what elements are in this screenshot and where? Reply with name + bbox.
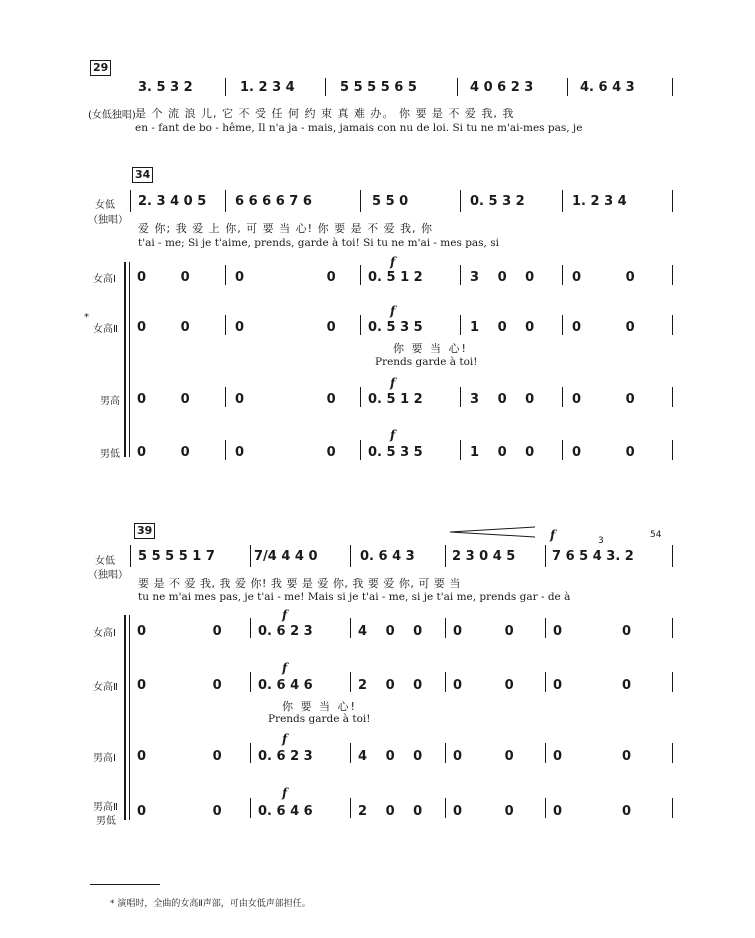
solo-bar-4: 2 3 0 4 5 bbox=[452, 549, 516, 564]
notes-bar-4: 4 0 6 2 3 bbox=[470, 80, 534, 95]
crescendo-hairpin bbox=[450, 525, 535, 539]
barline bbox=[460, 440, 461, 460]
part-label-bass: 男低 bbox=[96, 816, 116, 827]
solo-lyric-french: t'ai - me; Si je t'aime, prends, garde à toi! Si tu ne m'ai - mes pas, si bbox=[138, 237, 499, 249]
measure-number-29: 29 bbox=[90, 60, 111, 76]
barline bbox=[672, 440, 673, 460]
sop1-bar-2: 0. 6 2 3 bbox=[258, 624, 313, 639]
footnote-text: * 演唱时，全曲的女高Ⅱ声部，可由女低声部担任。 bbox=[110, 899, 311, 909]
barline bbox=[545, 672, 546, 692]
ten1-bar-5a: 0 bbox=[553, 749, 563, 764]
barline bbox=[360, 387, 361, 407]
barline bbox=[672, 387, 673, 407]
solo-bar-2: 6 6 6 6 7 6 bbox=[235, 194, 312, 209]
part-label-solo: (女低独唱) bbox=[88, 110, 136, 121]
ten1-bar-3: 4 0 0 bbox=[358, 749, 423, 764]
barline bbox=[672, 265, 673, 285]
sop1-bar-5a: 0 bbox=[553, 624, 563, 639]
bass-bar-3: 0. 5 3 5 bbox=[368, 445, 423, 460]
barline bbox=[325, 78, 326, 96]
dynamic-forte: f bbox=[550, 528, 556, 542]
barline bbox=[460, 265, 461, 285]
dynamic-forte: f bbox=[282, 732, 288, 746]
dynamic-forte: f bbox=[282, 608, 288, 622]
dynamic-forte: f bbox=[390, 304, 396, 318]
bass-bar-5: 0 0 bbox=[572, 445, 635, 460]
sop2-bar-3: 2 0 0 bbox=[358, 678, 423, 693]
barline bbox=[460, 190, 461, 212]
part-label-solo-paren: （独唱） bbox=[88, 570, 128, 581]
lyric-chinese: 是 个 流 浪 儿, 它 不 受 任 何 约 束 真 难 办。 你 要 是 不 爱 我, 我 bbox=[135, 107, 515, 120]
ten-bar-3: 0. 5 1 2 bbox=[368, 392, 423, 407]
sop1-bar-4: 3 0 0 bbox=[470, 270, 535, 285]
barline bbox=[672, 545, 673, 567]
barline bbox=[545, 545, 546, 567]
barline bbox=[445, 545, 446, 567]
bass-bar-5b: 0 bbox=[622, 804, 632, 819]
barline bbox=[250, 798, 251, 818]
barline bbox=[672, 78, 673, 96]
bass-bar-1: 0 0 bbox=[137, 445, 190, 460]
sop1-bar-1: 0 0 bbox=[137, 624, 222, 639]
solo-bar-1: 5 5 5 5 1 7 bbox=[138, 549, 215, 564]
ten-bar-4: 3 0 0 bbox=[470, 392, 535, 407]
notes-bar-2: 1. 2 3 4 bbox=[240, 80, 295, 95]
ten1-bar-4: 0 0 bbox=[453, 749, 514, 764]
barline bbox=[545, 618, 546, 638]
ten1-bar-5b: 0 bbox=[622, 749, 632, 764]
barline bbox=[460, 387, 461, 407]
barline bbox=[350, 545, 351, 567]
part-label-soprano-2: 女高Ⅱ bbox=[93, 324, 118, 335]
barline bbox=[350, 618, 351, 638]
chorus-lyric-french: Prends garde à toi! bbox=[268, 713, 371, 725]
sop1-bar-3: 4 0 0 bbox=[358, 624, 423, 639]
barline bbox=[360, 440, 361, 460]
footnote-rule bbox=[90, 884, 160, 885]
bass-bar-5a: 0 bbox=[553, 804, 563, 819]
sop2-bar-5: 0 0 bbox=[572, 320, 635, 335]
solo-bar-3: 0. 6 4 3 bbox=[360, 549, 415, 564]
barline bbox=[360, 265, 361, 285]
solo-bar-3: 5 5 0 bbox=[372, 194, 409, 209]
bass-bar-1: 0 0 bbox=[137, 804, 222, 819]
dynamic-forte: f bbox=[390, 428, 396, 442]
solo-bar-4: 0. 5 3 2 bbox=[470, 194, 525, 209]
solo-lyric-chinese: 要 是 不 爱 我, 我 爱 你! 我 要 是 爱 你, 我 要 爱 你, 可 要 当 bbox=[138, 577, 461, 590]
barline bbox=[545, 798, 546, 818]
part-label-soprano-1: 女高Ⅰ bbox=[93, 628, 116, 639]
barline bbox=[225, 190, 226, 212]
part-label-solo-paren: （独唱） bbox=[88, 215, 128, 226]
lyric-french: en - fant de bo - hême, Il n'a ja - mais, jamais con nu de loi. Si tu ne m'ai-mes pas, je bbox=[135, 122, 583, 134]
bass-bar-3: 2 0 0 bbox=[358, 804, 423, 819]
fermata-number: 54 bbox=[650, 530, 662, 540]
dynamic-forte: f bbox=[390, 376, 396, 390]
barline bbox=[672, 743, 673, 763]
sop1-bar-3: 0. 5 1 2 bbox=[368, 270, 423, 285]
sop1-bar-1: 0 0 bbox=[137, 270, 190, 285]
notes-bar-5: 4. 6 4 3 bbox=[580, 80, 635, 95]
barline bbox=[360, 315, 361, 335]
chorus-lyric-french: Prends garde à toi! bbox=[375, 356, 478, 368]
barline bbox=[445, 743, 446, 763]
barline bbox=[225, 78, 226, 96]
measure-number-39: 39 bbox=[134, 523, 155, 539]
barline bbox=[350, 672, 351, 692]
part-label-alto: 女低 bbox=[95, 556, 115, 567]
sop2-bar-2: 0. 6 4 6 bbox=[258, 678, 313, 693]
barline bbox=[562, 387, 563, 407]
footnote-asterisk: * bbox=[84, 312, 89, 323]
part-label-soprano-1: 女高Ⅰ bbox=[93, 274, 116, 285]
bass-bar-2: 0 0 bbox=[235, 445, 336, 460]
ten1-bar-2: 0. 6 2 3 bbox=[258, 749, 313, 764]
part-label-tenor: 男高 bbox=[100, 396, 120, 407]
ten1-bar-1: 0 0 bbox=[137, 749, 222, 764]
barline bbox=[567, 78, 568, 96]
barline bbox=[250, 618, 251, 638]
barline bbox=[562, 440, 563, 460]
sop2-bar-2: 0 0 bbox=[235, 320, 336, 335]
tuplet-number: 3 bbox=[598, 536, 604, 546]
barline bbox=[350, 798, 351, 818]
notes-bar-1: 3. 5 3 2 bbox=[138, 80, 193, 95]
dynamic-forte: f bbox=[390, 255, 396, 269]
ten-bar-1: 0 0 bbox=[137, 392, 190, 407]
bass-bar-2: 0. 6 4 6 bbox=[258, 804, 313, 819]
sop2-bar-5b: 0 bbox=[622, 678, 632, 693]
sop2-bar-3: 0. 5 3 5 bbox=[368, 320, 423, 335]
barline bbox=[457, 78, 458, 96]
part-label-tenor-2: 男高Ⅱ bbox=[93, 802, 118, 813]
solo-bar-5: 1. 2 3 4 bbox=[572, 194, 627, 209]
barline bbox=[562, 265, 563, 285]
solo-lyric-french: tu ne m'ai mes pas, je t'ai - me! Mais si je t'ai - me, si je t'ai me, prends gar - de à bbox=[138, 591, 571, 603]
chorus-lyric-chinese: 你 要 当 心! bbox=[393, 342, 468, 355]
barline-start bbox=[129, 262, 130, 457]
ten-bar-2: 0 0 bbox=[235, 392, 336, 407]
part-label-tenor-1: 男高Ⅰ bbox=[93, 753, 116, 764]
chorus-bracket bbox=[124, 615, 126, 820]
barline bbox=[672, 798, 673, 818]
dynamic-forte: f bbox=[282, 661, 288, 675]
barline bbox=[445, 798, 446, 818]
sop1-bar-5b: 0 bbox=[622, 624, 632, 639]
ten-bar-5: 0 0 bbox=[572, 392, 635, 407]
part-label-soprano-2: 女高Ⅱ bbox=[93, 682, 118, 693]
barline bbox=[562, 190, 563, 212]
sop1-bar-4: 0 0 bbox=[453, 624, 514, 639]
barline bbox=[360, 190, 361, 212]
measure-number-34: 34 bbox=[132, 167, 153, 183]
barline bbox=[672, 672, 673, 692]
sop2-bar-1: 0 0 bbox=[137, 320, 190, 335]
barline bbox=[225, 315, 226, 335]
barline bbox=[460, 315, 461, 335]
barline bbox=[445, 672, 446, 692]
barline bbox=[130, 190, 131, 212]
part-label-alto: 女低 bbox=[95, 200, 115, 211]
notes-bar-3: 5 5 5 5 6 5 bbox=[340, 80, 417, 95]
barline bbox=[130, 545, 131, 567]
dynamic-forte: f bbox=[282, 786, 288, 800]
barline bbox=[445, 618, 446, 638]
barline-start bbox=[129, 615, 130, 820]
barline bbox=[225, 265, 226, 285]
chorus-bracket bbox=[124, 262, 126, 457]
barline bbox=[672, 315, 673, 335]
barline bbox=[545, 743, 546, 763]
barline bbox=[225, 387, 226, 407]
barline bbox=[562, 315, 563, 335]
barline bbox=[250, 672, 251, 692]
barline bbox=[250, 743, 251, 763]
sop2-bar-4: 0 0 bbox=[453, 678, 514, 693]
solo-bar-2: 7/4 4 4 0 bbox=[254, 549, 318, 564]
sop1-bar-2: 0 0 bbox=[235, 270, 336, 285]
sop2-bar-1: 0 0 bbox=[137, 678, 222, 693]
barline bbox=[225, 440, 226, 460]
barline bbox=[672, 190, 673, 212]
bass-bar-4: 0 0 bbox=[453, 804, 514, 819]
barline bbox=[250, 545, 251, 567]
part-label-bass: 男低 bbox=[100, 449, 120, 460]
sop2-bar-4: 1 0 0 bbox=[470, 320, 535, 335]
solo-bar-1: 2. 3 4 0 5 bbox=[138, 194, 207, 209]
sop2-bar-5a: 0 bbox=[553, 678, 563, 693]
solo-bar-5: 7 6 5 4 3. 2 bbox=[552, 549, 634, 564]
solo-lyric-chinese: 爱 你; 我 爱 上 你, 可 要 当 心! 你 要 是 不 爱 我, 你 bbox=[138, 222, 434, 235]
barline bbox=[350, 743, 351, 763]
bass-bar-4: 1 0 0 bbox=[470, 445, 535, 460]
barline bbox=[672, 618, 673, 638]
sop1-bar-5: 0 0 bbox=[572, 270, 635, 285]
chorus-lyric-chinese: 你 要 当 心! bbox=[282, 700, 357, 713]
